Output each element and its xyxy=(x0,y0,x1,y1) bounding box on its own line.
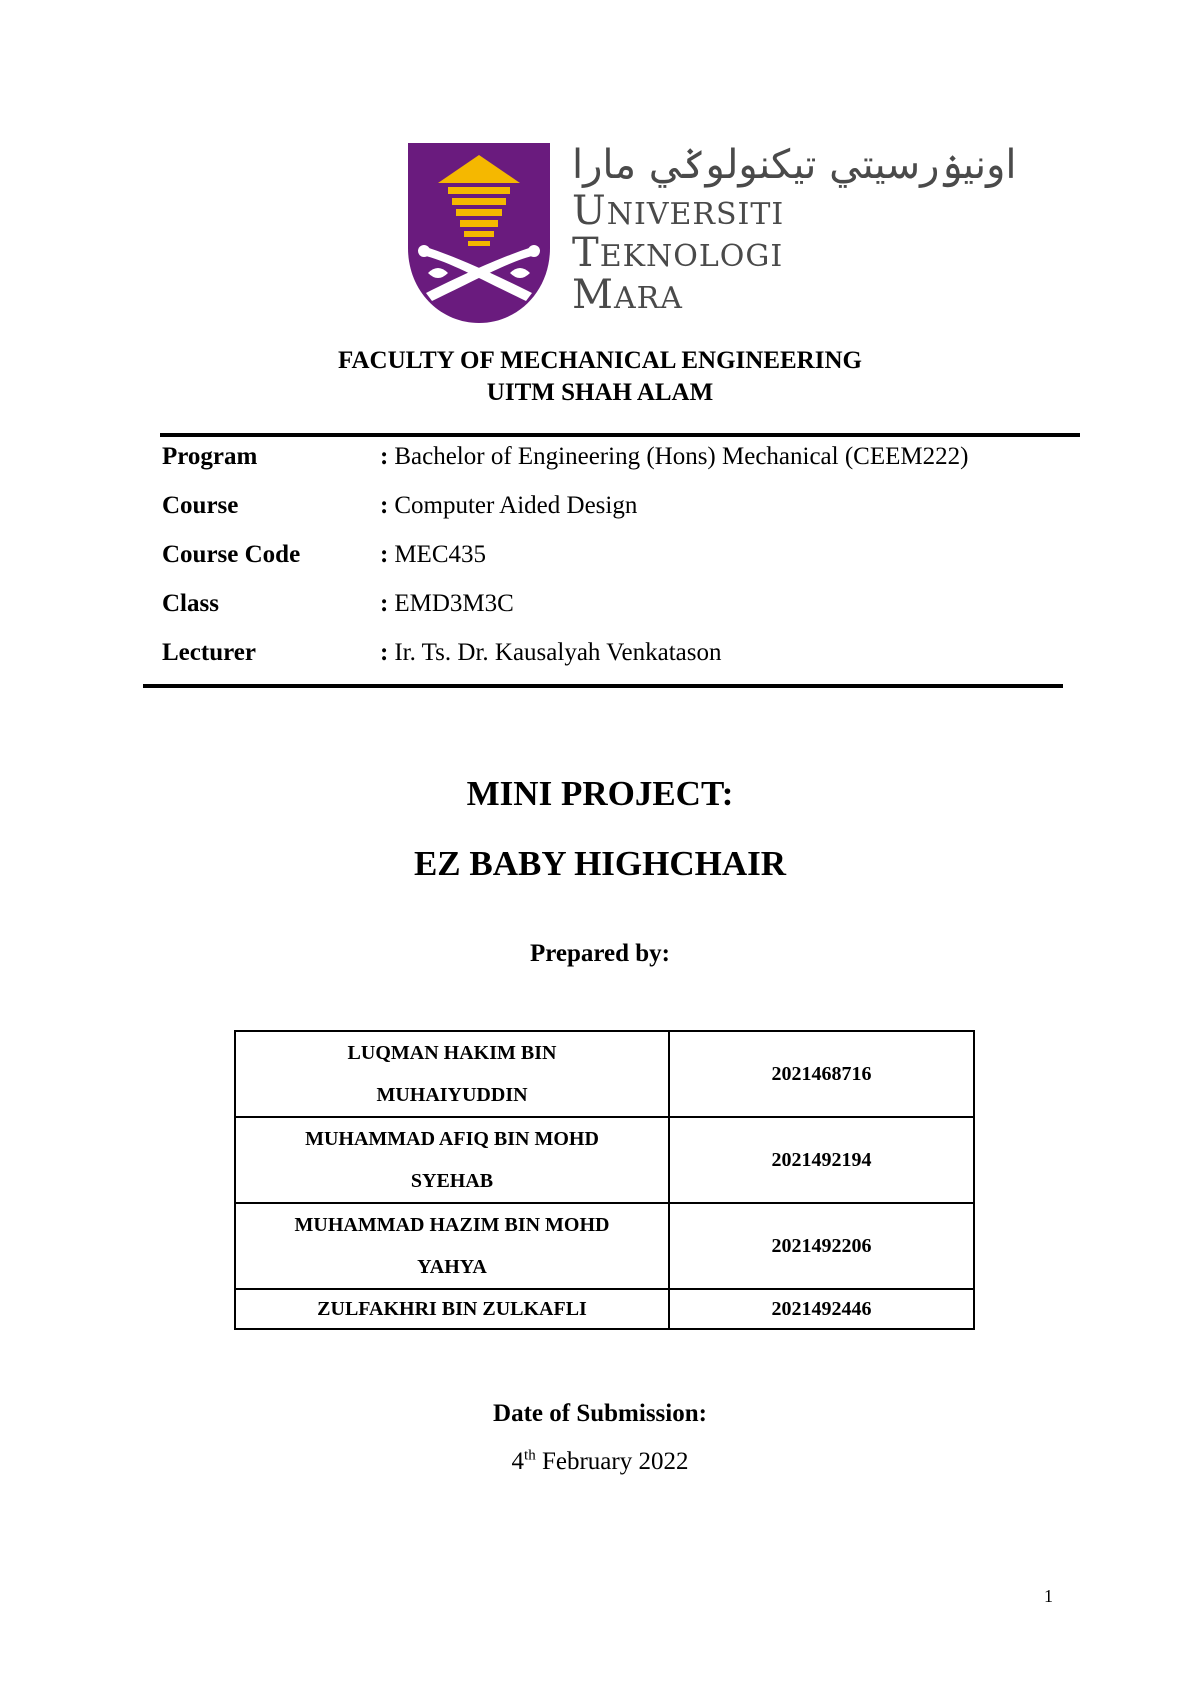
member-name: LUQMAN HAKIM BIN MUHAIYUDDIN xyxy=(235,1031,669,1117)
table-row xyxy=(235,1203,974,1289)
project-label: MINI PROJECT: xyxy=(466,774,734,813)
logo-jawi-text: اونيۏرسيتي تيکنولوݢي مارا xyxy=(572,142,1017,188)
submission-label: Date of Submission: xyxy=(493,1400,707,1427)
university-logo xyxy=(408,142,1017,323)
member-id: 2021492194 xyxy=(669,1117,974,1203)
logo-line-mara: MARA xyxy=(572,272,683,318)
logo-wordmark xyxy=(572,142,1017,323)
uitm-crest-icon xyxy=(408,143,550,323)
table-row xyxy=(235,1031,974,1117)
info-value: : MEC435 xyxy=(380,541,487,568)
table-row xyxy=(235,1289,974,1329)
page-number: 1 xyxy=(1044,1586,1053,1606)
logo-line-teknologi: TEKNOLOGI xyxy=(572,230,784,276)
faculty-name: FACULTY OF MECHANICAL ENGINEERING xyxy=(338,347,862,374)
prepared-by-label: Prepared by: xyxy=(529,940,671,967)
member-id: 2021468716 xyxy=(669,1031,974,1117)
members-table xyxy=(234,1030,975,1330)
info-value: : Computer Aided Design xyxy=(380,492,638,519)
logo-line-universiti: UNIVERSITI xyxy=(572,188,785,234)
info-value: : Ir. Ts. Dr. Kausalyah Venkatason xyxy=(380,639,722,666)
project-title: EZ BABY HIGHCHAIR xyxy=(413,844,787,883)
campus-name: UITM SHAH ALAM xyxy=(486,379,714,406)
info-label: Class xyxy=(162,590,219,617)
member-name: ZULFAKHRI BIN ZULKAFLI xyxy=(235,1289,669,1329)
info-label: Program xyxy=(162,443,258,470)
info-value: : Bachelor of Engineering (Hons) Mechanical (CEEM222) xyxy=(380,443,969,470)
member-id: 2021492446 xyxy=(669,1289,974,1329)
info-label: Course xyxy=(162,492,239,519)
info-label: Lecturer xyxy=(162,639,256,666)
member-name: MUHAMMAD AFIQ BIN MOHD SYEHAB xyxy=(235,1117,669,1203)
member-name: MUHAMMAD HAZIM BIN MOHD YAHYA xyxy=(235,1203,669,1289)
bottom-rule xyxy=(143,684,1063,688)
info-value: : EMD3M3C xyxy=(380,590,514,617)
table-row xyxy=(235,1117,974,1203)
info-label: Course Code xyxy=(162,541,301,568)
member-id: 2021492206 xyxy=(669,1203,974,1289)
submission-date: 4th February 2022 xyxy=(511,1447,689,1475)
